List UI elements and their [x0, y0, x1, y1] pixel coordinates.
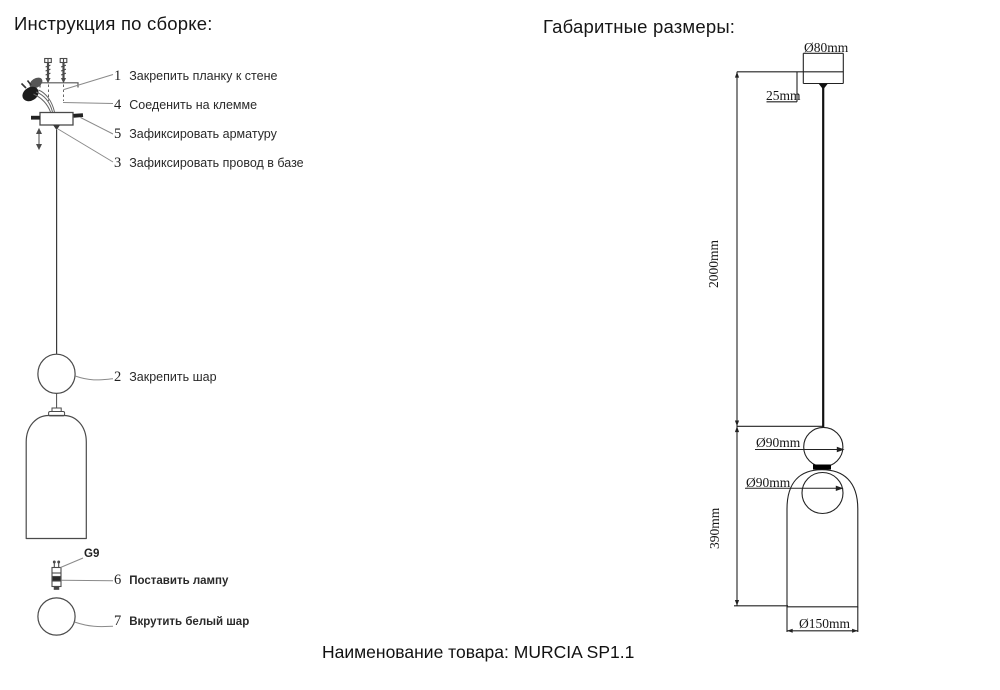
adjust-arrow-icon — [37, 129, 41, 149]
step-2-number: 2 — [114, 369, 122, 385]
canopy-right-tab — [73, 113, 83, 117]
white-sphere-icon — [38, 598, 75, 635]
dimensions-section-title: Габаритные размеры: — [543, 16, 736, 37]
canopy-left-tab — [31, 116, 40, 120]
step-3-label: Зафиксировать провод в базе — [129, 156, 304, 170]
assembly-diagram — [0, 40, 130, 650]
g9-bulb-icon — [52, 561, 61, 589]
decor-sphere-icon — [38, 354, 75, 393]
step-1 — [114, 68, 277, 85]
step-3-number: 3 — [114, 155, 122, 171]
suspension-length-label: 2000mm — [706, 239, 721, 288]
step-7 — [114, 613, 249, 630]
lower-sphere-dim-icon — [802, 473, 843, 514]
product-name-line: Наименование товара: MURCIA SP1.1 — [322, 642, 635, 662]
shade-diameter-label: Ø150mm — [799, 616, 851, 631]
cord-top-grip — [819, 84, 828, 90]
canopy-base-icon — [40, 113, 73, 126]
mounting-screws-icon — [45, 59, 67, 83]
step-5-number: 5 — [114, 126, 122, 142]
step-2-label: Закрепить шар — [129, 370, 217, 384]
shade-knob-icon — [49, 393, 65, 416]
upper-sphere-diameter-label: Ø90mm — [756, 434, 801, 450]
step-5 — [114, 126, 277, 143]
canopy-diameter-label: Ø80mm — [804, 40, 849, 55]
step-5-label: Зафиксировать арматуру — [129, 127, 277, 141]
step-7-label: Вкрутить белый шар — [129, 616, 250, 628]
step-6 — [114, 572, 228, 589]
step-4 — [114, 97, 257, 114]
step-3 — [114, 155, 304, 172]
dimension-diagram — [700, 35, 885, 640]
step-4-number: 4 — [114, 96, 122, 113]
step-6-label: Поставить лампу — [129, 575, 229, 587]
bulb-type-label: G9 — [84, 548, 100, 560]
assembly-section-title: Инструкция по сборке: — [14, 13, 213, 34]
canopy-height-label: 25mm — [766, 88, 801, 103]
step-4-label: Соеденить на клемме — [129, 97, 258, 112]
lower-sphere-diameter-label: Ø90mm — [746, 474, 791, 490]
step-2 — [114, 369, 217, 386]
step-6-number: 6 — [114, 572, 122, 588]
step-1-label: Закрепить планку к стене — [129, 69, 278, 83]
sphere-joint-band — [813, 465, 831, 470]
callout-leader-lines — [58, 75, 113, 627]
wire-connector-icon — [20, 75, 45, 104]
step-1-number: 1 — [114, 68, 122, 84]
shade-height-label: 390mm — [707, 507, 722, 549]
step-7-number: 7 — [114, 613, 122, 629]
screw-guide-lines — [49, 85, 64, 102]
glass-shade-icon — [26, 416, 86, 539]
